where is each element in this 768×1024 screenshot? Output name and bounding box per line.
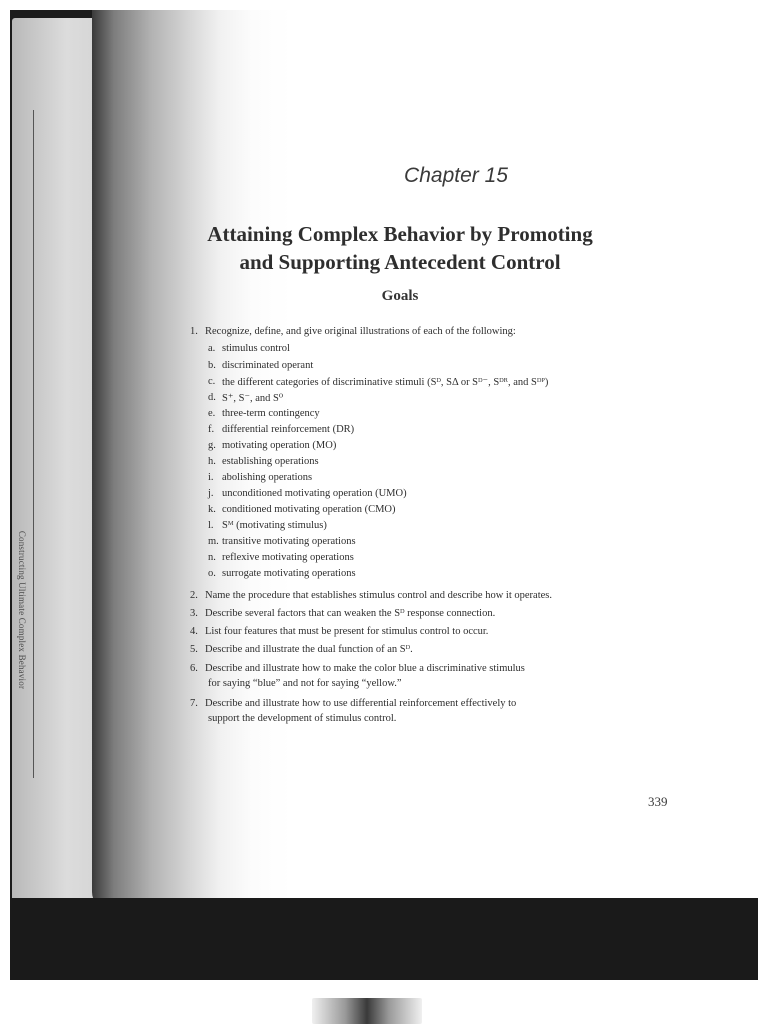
left-page-rule bbox=[33, 110, 34, 778]
chapter-title-line-2: and Supporting Antecedent Control bbox=[239, 250, 561, 274]
subitem-letter: f. bbox=[208, 424, 215, 435]
goal-text: List four features that must be present for stimulus control to occur. bbox=[205, 626, 489, 637]
subitem-letter: o. bbox=[208, 568, 216, 579]
subitem-text: motivating operation (MO) bbox=[222, 440, 337, 451]
subitem-text: S⁺, S⁻, and S⁰ bbox=[222, 393, 284, 404]
goal-number: 1. bbox=[190, 326, 198, 337]
subitem-letter: a. bbox=[208, 343, 216, 354]
scanner-bed-edge bbox=[10, 898, 758, 980]
goal-number: 2. bbox=[190, 590, 198, 601]
goal-text: Describe and illustrate how to make the color blue a discriminative stimulus bbox=[205, 663, 525, 674]
goal-number: 4. bbox=[190, 626, 198, 637]
goal-text: Name the procedure that establishes stimulus control and describe how it operates. bbox=[205, 590, 552, 601]
subitem-letter: b. bbox=[208, 360, 216, 371]
left-page-running-head: Constructing Ultimate Complex Behavior bbox=[17, 530, 27, 690]
goal-text-continued: for saying “blue” and not for saying “yellow.” bbox=[208, 678, 402, 689]
subitem-letter: n. bbox=[208, 552, 216, 563]
subitem-letter: h. bbox=[208, 456, 216, 467]
chapter-label: Chapter 15 bbox=[404, 164, 508, 187]
scanned-book-spread bbox=[10, 10, 758, 980]
subitem-text: discriminated operant bbox=[222, 360, 314, 371]
subitem-text: transitive motivating operations bbox=[222, 536, 356, 547]
goal-text: Recognize, define, and give original illustrations of each of the following: bbox=[205, 326, 516, 337]
goals-heading: Goals bbox=[381, 288, 419, 304]
subitem-letter: d. bbox=[208, 392, 216, 403]
goal-number: 5. bbox=[190, 644, 198, 655]
goal-text-continued: support the development of stimulus control. bbox=[208, 713, 397, 724]
subitem-letter: g. bbox=[208, 440, 216, 451]
subitem-text: Sᴹ (motivating stimulus) bbox=[222, 520, 327, 531]
right-page bbox=[92, 10, 758, 910]
page-number: 339 bbox=[648, 794, 668, 809]
subitem-text: unconditioned motivating operation (UMO) bbox=[222, 488, 407, 499]
subitem-text: reflexive motivating operations bbox=[222, 552, 354, 563]
subitem-text: surrogate motivating operations bbox=[222, 568, 356, 579]
subitem-text: the different categories of discriminative stimuli (Sᴰ, SΔ or Sᴰ⁻, Sᴰᴿ, and Sᴰᴾ) bbox=[222, 377, 549, 388]
goal-number: 3. bbox=[190, 608, 198, 619]
subitem-letter: i. bbox=[208, 472, 214, 483]
subitem-text: abolishing operations bbox=[222, 472, 313, 483]
subitem-text: conditioned motivating operation (CMO) bbox=[222, 504, 396, 515]
subitem-letter: c. bbox=[208, 376, 216, 387]
subitem-text: differential reinforcement (DR) bbox=[222, 424, 355, 435]
subitem-letter: e. bbox=[208, 408, 216, 419]
subitem-letter: j. bbox=[208, 488, 214, 499]
chapter-title-line-1: Attaining Complex Behavior by Promoting bbox=[207, 222, 593, 246]
goal-text: Describe and illustrate how to use differential reinforcement effectively to bbox=[205, 698, 517, 709]
goal-number: 7. bbox=[190, 698, 198, 709]
subitem-text: establishing operations bbox=[222, 456, 319, 467]
subitem-text: three-term contingency bbox=[222, 408, 320, 419]
subitem-letter: k. bbox=[208, 504, 216, 515]
subitem-letter: l. bbox=[208, 520, 214, 531]
goal-text: Describe several factors that can weaken the Sᴰ response connection. bbox=[205, 608, 496, 619]
subitem-text: stimulus control bbox=[222, 343, 290, 354]
next-page-spine-edge bbox=[312, 998, 422, 1024]
goal-text: Describe and illustrate the dual function of an Sᴰ. bbox=[205, 644, 413, 655]
goal-number: 6. bbox=[190, 663, 198, 674]
subitem-letter: m. bbox=[208, 536, 219, 547]
